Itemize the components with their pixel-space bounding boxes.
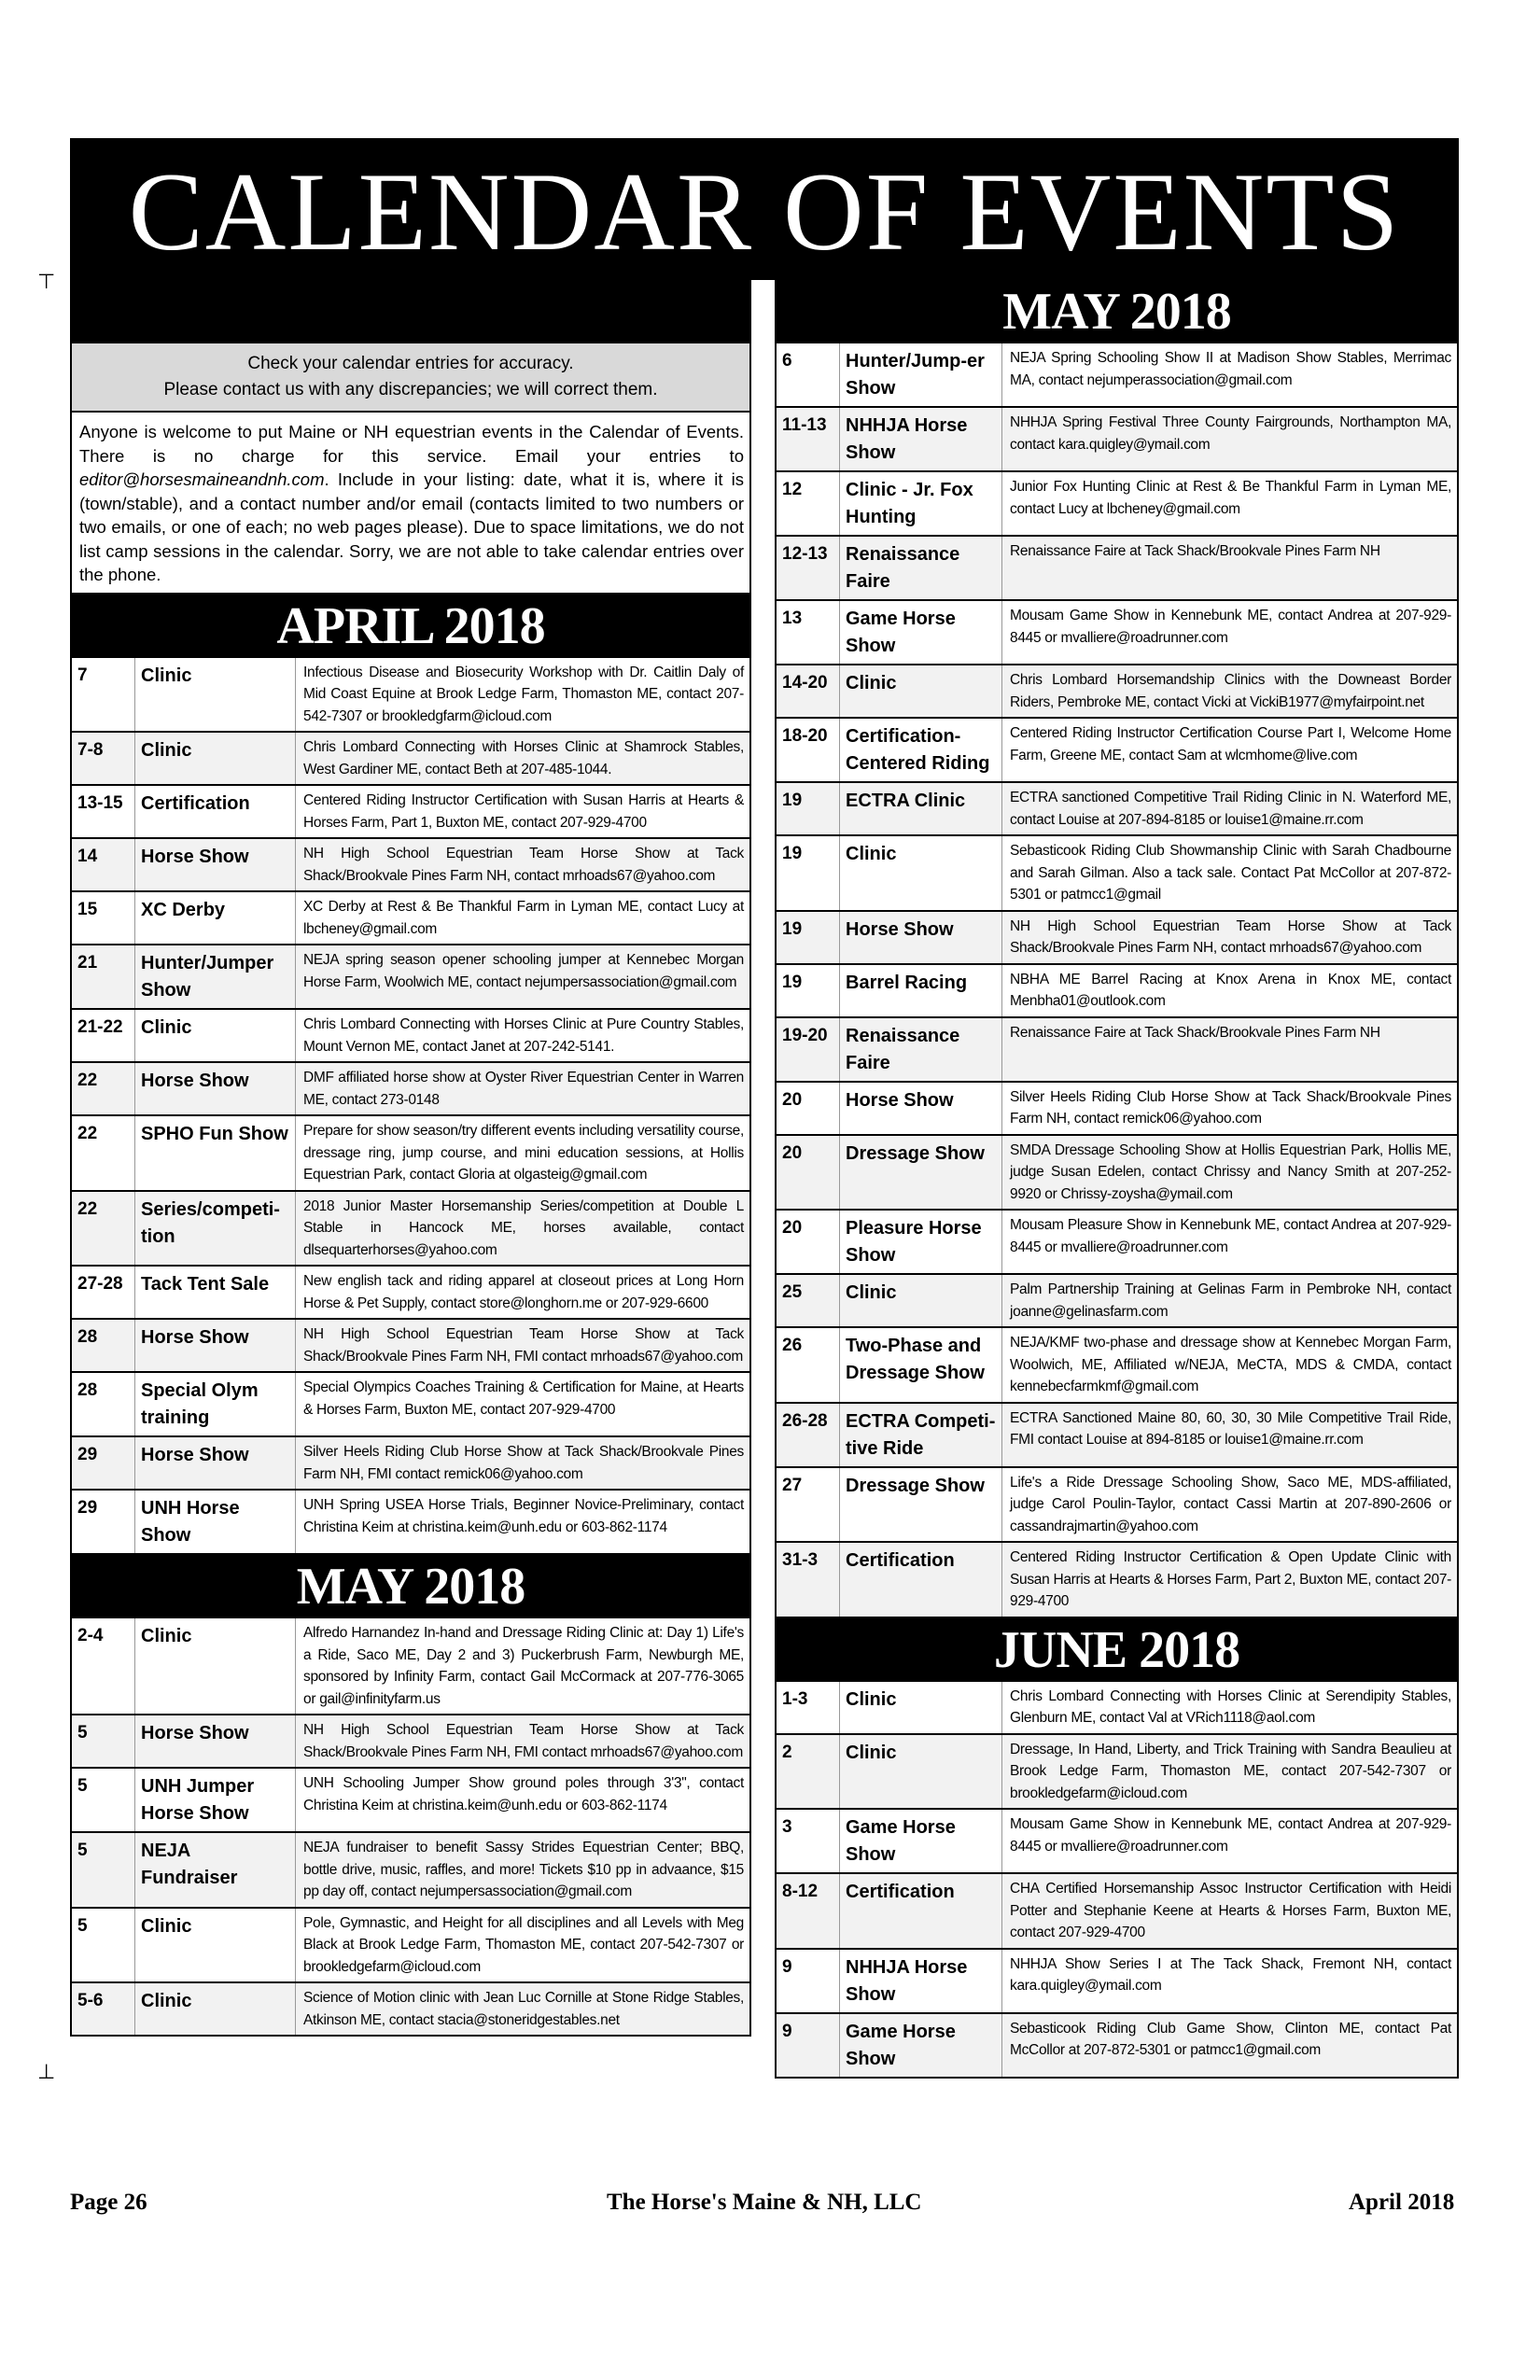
month-header: MAY 2018 [70,1555,751,1618]
event-row [72,1010,749,1063]
event-type: Clinic - Jr. Fox Hunting [840,472,1002,535]
event-description: Junior Fox Hunting Clinic at Rest & Be Thankful Farm in Lyman ME, contact Lucy at lbcheney@gmail.com [1010,479,1451,517]
event-type: Clinic [840,665,1002,717]
event-date: 11-13 [777,408,840,470]
event-row [72,892,749,945]
event-row [777,1404,1457,1468]
event-row [72,1437,749,1491]
event-description: Dressage, In Hand, Liberty, and Trick Training with Sandra Beaulieu at Brook Ledge Farm, Thomaston ME, contact 207-542-7307 or brookledgefarm@icloud.com [1010,1741,1451,1801]
event-date: 12 [777,472,840,535]
event-description: Centered Riding Instructor Certification Course Part I, Welcome Home Farm, Greene ME, contact Sam at wlcmhome@live.com [1010,725,1451,763]
event-type: XC Derby [135,892,296,944]
event-date: 29 [72,1491,135,1553]
event-row [777,1275,1457,1328]
event-date: 14 [72,839,135,890]
event-type: Hunter/Jumper Show [135,945,296,1008]
event-date: 21 [72,945,135,1008]
event-date: 12-13 [777,537,840,599]
event-row [72,945,749,1010]
event-row [72,1063,749,1116]
events-table [70,658,751,1556]
event-date: 8-12 [777,1874,840,1948]
event-type: NHHJA Horse Show [840,1950,1002,2012]
event-row [72,1909,749,1984]
event-date: 19 [777,965,840,1016]
event-description: Chris Lombard Connecting with Horses Clinic at Shamrock Stables, West Gardiner ME, contact Beth at 207-485-1044. [303,739,744,777]
crop-mark-top: ⊤ [37,271,56,294]
event-type: UNH Horse Show [135,1491,296,1553]
event-type: Series/competi-tion [135,1192,296,1266]
notice-box [70,343,751,595]
event-type: Horse Show [135,1437,296,1489]
event-date: 20 [777,1211,840,1273]
event-description: NH High School Equestrian Team Horse Show at Tack Shack/Brookvale Pines Farm NH, contact mrhoads67@yahoo.com [1010,917,1451,956]
event-description: NH High School Equestrian Team Horse Show at Tack Shack/Brookvale Pines Farm NH, contact mrhoads67@yahoo.com [303,846,744,884]
event-row [777,1018,1457,1083]
event-type: Horse Show [135,1715,296,1767]
event-description: Alfredo Harnandez In-hand and Dressage Riding Clinic at: Day 1) Life's a Ride, Saco ME, Day 2 and 3) Puckerbrush Farm, Newburgh ME, sponsored by Infinity Farm, contact Gail McCormack at 207-776-3065 or gail@infinityfarm.us [303,1625,744,1707]
event-type: Clinic [840,1735,1002,1809]
notice-text-2: . Include in your listing: date, what it is, where it is (town/stable), and a contact number and/or email (contacts limited to two numbers or two emails, or one of each; no web pages please). Due to space limitations, we do not list camp sessions in the calendar. Sorry, we are not able to take calendar entries over the phone. [79,469,744,584]
event-row [777,1874,1457,1950]
event-type: UNH Jumper Horse Show [135,1769,296,1831]
footer-page-number: Page 26 [70,2190,147,2215]
event-type: NHHJA Horse Show [840,408,1002,470]
event-type: Renaissance Faire [840,537,1002,599]
event-description: Infectious Disease and Biosecurity Workshop with Dr. Caitlin Daly of Mid Coast Equine at Brook Ledge Farm, Thomaston ME, contact 207-542-7307 or brookledgfarm@icloud.com [303,664,744,724]
event-row [72,1373,749,1437]
event-type: Game Horse Show [840,2014,1002,2077]
event-date: 5 [72,1769,135,1831]
event-date: 28 [72,1373,135,1435]
event-description: Sebasticook Riding Club Game Show, Clinton ME, contact Pat McCollor at 207-872-5301 or patmcc1@gmail.com [1010,2020,1451,2058]
event-description: Prepare for show season/try different events including versatility course, dressage ring, jump course, and mini education sessions, at Hollis Equestrian Park, contact Gloria at olgasteig@gmail.com [303,1123,744,1183]
event-date: 9 [777,2014,840,2077]
events-table [70,1618,751,2037]
notice-line-2: Please contact us with any discrepancies; we will correct them. [163,380,658,399]
event-date: 22 [72,1192,135,1266]
right-column [775,280,1459,2079]
event-type: Certification [135,786,296,837]
event-type: Game Horse Show [840,1810,1002,1872]
event-type: Clinic [135,733,296,784]
event-row [72,658,749,734]
event-type: Certification [840,1874,1002,1948]
event-description: Pole, Gymnastic, and Height for all disciplines and all Levels with Meg Black at Brook Ledge Farm, Thomaston ME, contact 207-542-7307 or brookledgefarm@icloud.com [303,1914,744,1975]
event-row [777,719,1457,783]
event-description: Life's a Ride Dressage Schooling Show, Saco ME, MDS-affiliated, judge Carol Poulin-Taylor, contact Cassi Martin at 207-890-2606 or cassandrajmartin@yahoo.com [1010,1474,1451,1534]
event-description: Chris Lombard Connecting with Horses Clinic at Serendipity Stables, Glenburn ME, contact Val at VRich1118@aol.com [1010,1687,1451,1726]
notice-body [72,413,749,593]
event-type: NEJA Fundraiser [135,1833,296,1907]
event-description: Silver Heels Riding Club Horse Show at Tack Shack/Brookvale Pines Farm NH, FMI contact remick06@yahoo.com [303,1444,744,1482]
event-row [777,472,1457,537]
event-date: 7 [72,658,135,732]
event-type: Pleasure Horse Show [840,1211,1002,1273]
event-row [777,601,1457,665]
event-row [777,408,1457,472]
event-date: 13 [777,601,840,664]
event-date: 9 [777,1950,840,2012]
event-row [777,1468,1457,1544]
event-type: Clinic [135,1983,296,2035]
event-description: ECTRA Sanctioned Maine 80, 60, 30, 30 Mile Competitive Trail Ride, FMI contact Louise at 894-8185 or louise1@maine.rr.com [1010,1409,1451,1448]
event-description: ECTRA sanctioned Competitive Trail Riding Clinic in N. Waterford ME, contact Louise at 207-894-8185 or louise1@maine.rr.com [1010,790,1451,828]
event-row [72,1715,749,1769]
event-date: 14-20 [777,665,840,717]
event-row [777,1083,1457,1136]
event-description: Centered Riding Instructor Certification with Susan Harris at Hearts & Horses Farm, Part 1, Buxton ME, contact 207-929-4700 [303,792,744,831]
event-description: NBHA ME Barrel Racing at Knox Arena in Knox ME, contact Menbha01@outlook.com [1010,971,1451,1009]
event-type: Certification [840,1543,1002,1617]
event-row [72,1116,749,1192]
event-date: 5 [72,1833,135,1907]
event-row [777,783,1457,836]
event-row [72,1320,749,1373]
event-description: Renaissance Faire at Tack Shack/Brookvale Pines Farm NH [1010,543,1380,559]
month-header: JUNE 2018 [775,1618,1459,1682]
event-type: Special Olym training [135,1373,296,1435]
event-row [777,1543,1457,1618]
event-date: 18-20 [777,719,840,781]
event-type: Clinic [840,1682,1002,1733]
event-date: 28 [72,1320,135,1371]
event-type: Horse Show [135,1063,296,1114]
event-description: NH High School Equestrian Team Horse Show at Tack Shack/Brookvale Pines Farm NH, FMI contact mrhoads67@yahoo.com [303,1722,744,1760]
event-row [777,836,1457,912]
event-type: ECTRA Competi-tive Ride [840,1404,1002,1466]
event-description: Mousam Game Show in Kennebunk ME, contact Andrea at 207-929-8445 or mvalliere@roadrunner.com [1010,1816,1451,1855]
event-type: Game Horse Show [840,601,1002,664]
event-description: 2018 Junior Master Horsemanship Series/competition at Double L Stable in Hancock ME, horses available, contact dlsequarterhorses@yahoo.com [303,1197,744,1258]
event-date: 5-6 [72,1983,135,2035]
event-row [777,1682,1457,1735]
event-date: 29 [72,1437,135,1489]
event-type: Certification-Centered Riding [840,719,1002,781]
event-description: UNH Spring USEA Horse Trials, Beginner Novice-Preliminary, contact Christina Keim at christina.keim@unh.edu or 603-862-1174 [303,1497,744,1535]
event-date: 19 [777,783,840,834]
event-date: 2 [777,1735,840,1809]
event-description: NEJA spring season opener schooling jumper at Kennebec Morgan Horse Farm, Woolwich ME, contact nejumpersassociation@gmail.com [303,952,744,990]
event-type: Barrel Racing [840,965,1002,1016]
event-type: Clinic [135,1909,296,1982]
event-row [777,343,1457,408]
event-row [777,965,1457,1018]
editor-email-link[interactable]: editor@horsesmaineandnh.com [79,469,325,489]
event-description: NHHJA Show Series I at The Tack Shack, Fremont NH, contact kara.quigley@ymail.com [1010,1955,1451,1994]
footer-publisher: The Horse's Maine & NH, LLC [607,2190,922,2215]
left-column [70,280,751,2037]
event-description: Palm Partnership Training at Gelinas Farm in Pembroke NH, contact joanne@gelinasfarm.com [1010,1281,1451,1320]
event-description: Chris Lombard Horsemandship Clinics with the Downeast Border Riders, Pembroke ME, contact Vicki at VickiB1977@myfairpoint.net [1010,672,1451,710]
event-description: Sebasticook Riding Club Showmanship Clinic with Sarah Chadbourne and Sarah Gilman. Also a tack sale. Contact Pat McCollor at 207-872-5301 or patmcc1@gmail [1010,843,1451,903]
event-date: 26 [777,1328,840,1402]
event-row [72,1769,749,1833]
event-date: 19-20 [777,1018,840,1081]
event-type: Clinic [135,1618,296,1714]
event-date: 6 [777,343,840,406]
event-description: DMF affiliated horse show at Oyster River Equestrian Center in Warren ME, contact 273-0148 [303,1070,744,1108]
event-date: 25 [777,1275,840,1326]
event-row [777,665,1457,719]
month-header: APRIL 2018 [70,595,751,658]
event-description: CHA Certified Horsemanship Assoc Instructor Certification with Heidi Potter and Stephanie Keene at Hearts & Horses Farm, Buxton ME, contact 207-929-4700 [1010,1881,1451,1940]
event-date: 5 [72,1909,135,1982]
event-row [72,1267,749,1320]
event-row [777,1810,1457,1874]
event-row [72,1983,749,2037]
event-date: 31-3 [777,1543,840,1617]
event-type: Dressage Show [840,1468,1002,1542]
event-description: New english tack and riding apparel at closeout prices at Long Horn Horse & Pet Supply, contact store@longhorn.me or 207-929-6600 [303,1273,744,1311]
event-row [72,839,749,892]
event-type: Clinic [135,658,296,732]
event-description: UNH Schooling Jumper Show ground poles through 3'3", contact Christina Keim at christina.keim@unh.edu or 603-862-1174 [303,1775,744,1813]
events-table [775,343,1459,1618]
event-type: Clinic [840,1275,1002,1326]
event-date: 13-15 [72,786,135,837]
event-row [777,1211,1457,1275]
event-description: NEJA Spring Schooling Show II at Madison Show Stables, Merrimac MA, contact nejumperassociation@gmail.com [1010,350,1451,388]
event-date: 7-8 [72,733,135,784]
event-type: Clinic [135,1010,296,1061]
footer-issue-date: April 2018 [1349,2190,1455,2215]
event-row [72,786,749,839]
event-date: 20 [777,1136,840,1210]
event-description: NEJA/KMF two-phase and dressage show at Kennebec Morgan Farm, Woolwich, ME, Affiliated w/NEJA, MeCTA, MDS & CMDA, contact kennebecfarmkmf@gmail.com [1010,1335,1451,1394]
event-date: 20 [777,1083,840,1134]
month-header: MAY 2018 [775,280,1459,343]
event-type: Tack Tent Sale [135,1267,296,1318]
notice-accuracy [72,343,749,413]
event-date: 26-28 [777,1404,840,1466]
event-type: Hunter/Jump-er Show [840,343,1002,406]
event-date: 5 [72,1715,135,1767]
left-sections [70,595,751,2037]
event-row [777,2014,1457,2079]
event-type: Two-Phase and Dressage Show [840,1328,1002,1402]
notice-text-1: Anyone is welcome to put Maine or NH equestrian events in the Calendar of Events. There is no charge for this service. Email your entries to [79,422,744,466]
event-row [777,537,1457,601]
event-date: 22 [72,1116,135,1190]
right-sections [775,280,1459,2079]
event-description: Silver Heels Riding Club Horse Show at Tack Shack/Brookvale Pines Farm NH, contact remick06@yahoo.com [1010,1088,1451,1127]
event-date: 2-4 [72,1618,135,1714]
event-date: 3 [777,1810,840,1872]
event-date: 19 [777,836,840,910]
notice-line-1: Check your calendar entries for accuracy. [247,354,574,373]
event-description: Mousam Game Show in Kennebunk ME, contact Andrea at 207-929-8445 or mvalliere@roadrunner.com [1010,608,1451,646]
event-date: 1-3 [777,1682,840,1733]
event-type: Horse Show [840,1083,1002,1134]
page-title: CALENDAR OF EVENTS [70,138,1459,280]
event-date: 15 [72,892,135,944]
event-type: SPHO Fun Show [135,1116,296,1190]
event-row [72,1491,749,1555]
event-row [777,1328,1457,1404]
event-description: Science of Motion clinic with Jean Luc Cornille at Stone Ridge Stables, Atkinson ME, contact stacia@stoneridgestables.net [303,1990,744,2028]
event-date: 19 [777,912,840,963]
event-date: 22 [72,1063,135,1114]
event-row [777,1950,1457,2014]
event-type: Clinic [840,836,1002,910]
event-description: NHHJA Spring Festival Three County Fairgrounds, Northampton MA, contact kara.quigley@ymail.com [1010,414,1451,453]
event-description: Centered Riding Instructor Certification & Open Update Clinic with Susan Harris at Hearts & Horses Farm, Part 2, Buxton ME, contact 207-929-4700 [1010,1549,1451,1609]
event-date: 27 [777,1468,840,1542]
event-description: Special Olympics Coaches Training & Certification for Maine, at Hearts & Horses Farm, Buxton ME, contact 207-929-4700 [303,1379,744,1418]
event-description: SMDA Dressage Schooling Show at Hollis Equestrian Park, Hollis ME, judge Susan Edelen, contact Chrissy and Nancy Smith at 207-252-9920 or Chrissy-zoysha@ymail.com [1010,1141,1451,1202]
events-table [775,1682,1459,2079]
event-date: 21-22 [72,1010,135,1061]
event-description: Mousam Pleasure Show in Kennebunk ME, contact Andrea at 207-929-8445 or mvalliere@roadrunner.com [1010,1217,1451,1255]
event-row [777,912,1457,965]
event-description: NH High School Equestrian Team Horse Show at Tack Shack/Brookvale Pines Farm NH, FMI contact mrhoads67@yahoo.com [303,1326,744,1365]
event-description: Chris Lombard Connecting with Horses Clinic at Pure Country Stables, Mount Vernon ME, contact Janet at 207-242-5141. [303,1016,744,1055]
crop-mark-bottom: ⊥ [37,2061,56,2084]
event-row [72,1833,749,1909]
event-description: NEJA fundraiser to benefit Sassy Strides Equestrian Center; BBQ, bottle drive, music, raffles, and more! Tickets $10 pp in advaance, $15 pp day off, contact nejumpersassociation@gmail.com [303,1840,744,1899]
event-type: Horse Show [135,1320,296,1371]
event-description: XC Derby at Rest & Be Thankful Farm in Lyman ME, contact Lucy at lbcheney@gmail.com [303,899,744,937]
event-row [72,733,749,786]
event-row [72,1192,749,1267]
event-row [777,1136,1457,1211]
notice-header-bar [70,280,751,343]
event-type: Renaissance Faire [840,1018,1002,1081]
event-type: Horse Show [135,839,296,890]
event-description: Renaissance Faire at Tack Shack/Brookvale Pines Farm NH [1010,1024,1380,1041]
event-type: Horse Show [840,912,1002,963]
event-row [777,1735,1457,1811]
event-type: Dressage Show [840,1136,1002,1210]
event-type: ECTRA Clinic [840,783,1002,834]
event-row [72,1618,749,1715]
event-date: 27-28 [72,1267,135,1318]
